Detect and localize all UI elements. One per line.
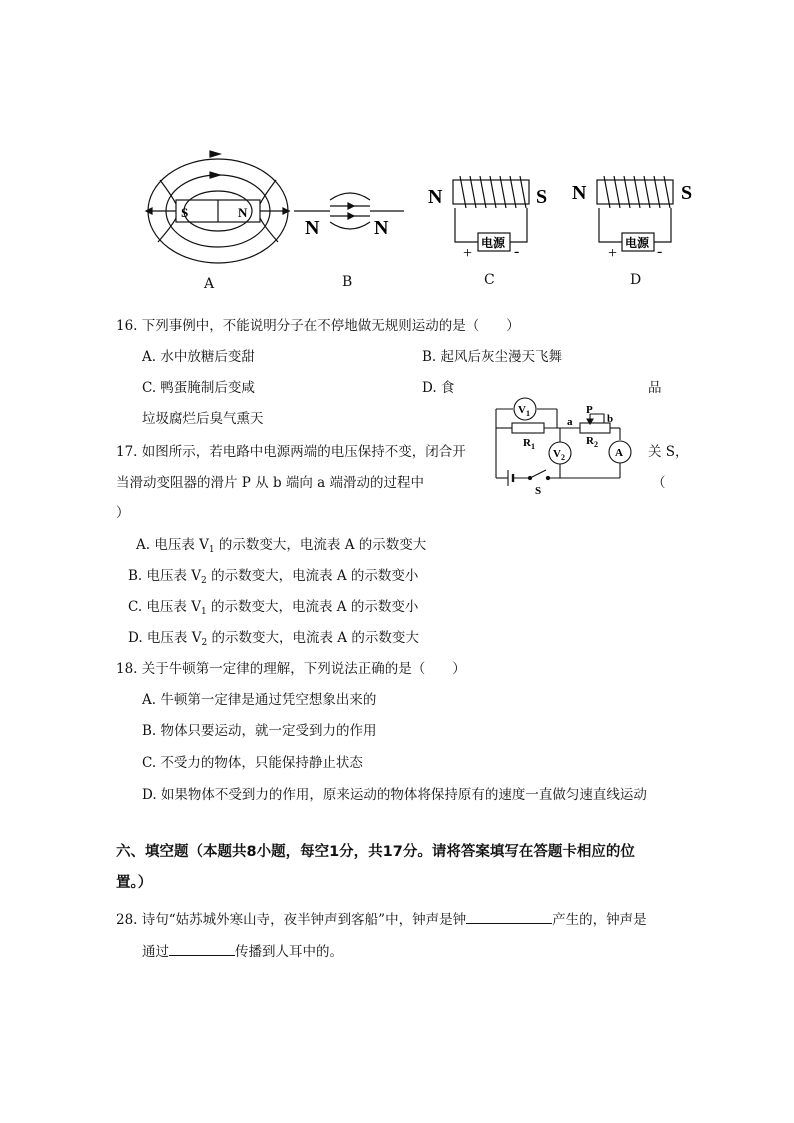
figure-a-pole-s: S (181, 205, 189, 220)
q17-option-a: A. 电压表 $V_1$ 的示数变大，电流表 A 的示数变大 (136, 537, 427, 555)
figure-c-plus: + (463, 245, 473, 262)
q18-option-b: B. 物体只要运动，就一定受到力的作用 (142, 723, 377, 739)
q18-option-a: A. 牛顿第一定律是通过凭空想象出来的 (142, 692, 377, 708)
figure-c-pole-s: S (536, 186, 548, 208)
circuit-label-b: b (607, 413, 614, 425)
figure-b-pole-n-right: N (374, 217, 389, 239)
figure-d-power-label: 电源 (625, 236, 650, 250)
q17-option-d: D. 电压表 $V_2$ 的示数变大，电流表 A 的示数变大 (128, 630, 419, 648)
circuit-label-p: P (586, 404, 593, 416)
q16-option-d: D. 食 (422, 380, 455, 396)
figure-a-pole-n: N (238, 205, 248, 220)
figure-b-pole-n-left: N (305, 217, 320, 239)
circuit-ammeter: A (615, 447, 623, 459)
magnet-figures (0, 0, 794, 300)
figure-c-minus: - (514, 243, 520, 260)
q16-stem: 16. 下列事例中，不能说明分子在不停地做无规则运动的是（ ） (116, 318, 520, 334)
circuit-r2: $R_2$ (586, 435, 598, 449)
figure-c-pole-n: N (428, 186, 443, 208)
q28-blank-2[interactable] (169, 941, 235, 956)
q17-option-b: B. 电压表 $V_2$ 的示数变大，电流表 A 的示数变小 (128, 568, 419, 586)
figure-d-pole-s: S (681, 182, 693, 204)
section6-heading-line2: 置。） (116, 875, 153, 891)
figure-label-c: C (484, 272, 495, 288)
circuit-r1: $R_1$ (523, 437, 535, 451)
q16-option-d-tail: 品 (648, 380, 662, 396)
figure-label-a: A (204, 276, 215, 292)
q16-option-b: B. 起风后灰尘漫天飞舞 (422, 349, 563, 365)
figure-d-minus: - (657, 243, 663, 260)
figure-d-plus: + (608, 245, 618, 262)
q17-stem-part2: 当滑动变阻器的滑片 P 从 b 端向 a 端滑动的过程中 (116, 475, 425, 491)
q18-option-d: D. 如果物体不受到力的作用，原来运动的物体将保持原有的速度一直做匀速直线运动 (142, 787, 647, 803)
figure-c-power-label: 电源 (481, 236, 506, 250)
q18-option-c: C. 不受力的物体，只能保持静止状态 (142, 755, 363, 771)
figure-label-b: B (342, 274, 353, 290)
q28-line2: 通过 传播到人耳中的。 (142, 941, 343, 961)
q16-option-c: C. 鸭蛋腌制后变咸 (142, 380, 255, 396)
circuit-label-s: S (535, 485, 542, 497)
q18-stem: 18. 关于牛顿第一定律的理解，下列说法正确的是（ ） (116, 661, 466, 677)
q17-stem-part1-tail: 关 S， (648, 444, 689, 460)
q16-option-a: A. 水中放糖后变甜 (142, 349, 255, 365)
q16-option-d-cont: 垃圾腐烂后臭气熏天 (142, 411, 264, 427)
q28-blank-1[interactable] (466, 909, 552, 924)
circuit-v2: $V_2$ (553, 448, 565, 462)
q17-stem-part1: 17. 如图所示，若电路中电源两端的电压保持不变，闭合开 (116, 444, 466, 460)
circuit-v1: $V_1$ (518, 404, 530, 418)
circuit-label-a: a (567, 416, 573, 428)
section6-heading-line1: 六、填空题（本题共8小题，每空1分，共17分。请将答案填写在答题卡相应的位 (116, 844, 635, 860)
figure-label-d: D (630, 272, 642, 288)
q17-option-c: C. 电压表 $V_1$ 的示数变大，电流表 A 的示数变小 (128, 599, 419, 617)
q17-stem-close: ） (116, 505, 130, 521)
figure-d-pole-n: N (572, 182, 587, 204)
figure-a-bar-magnet (146, 151, 290, 263)
q28-line1: 28. 诗句“姑苏城外寒山寺，夜半钟声到客船”中，钟声是钟 产生的，钟声是 (116, 909, 647, 929)
q17-stem-part2-tail: （ (652, 475, 666, 491)
